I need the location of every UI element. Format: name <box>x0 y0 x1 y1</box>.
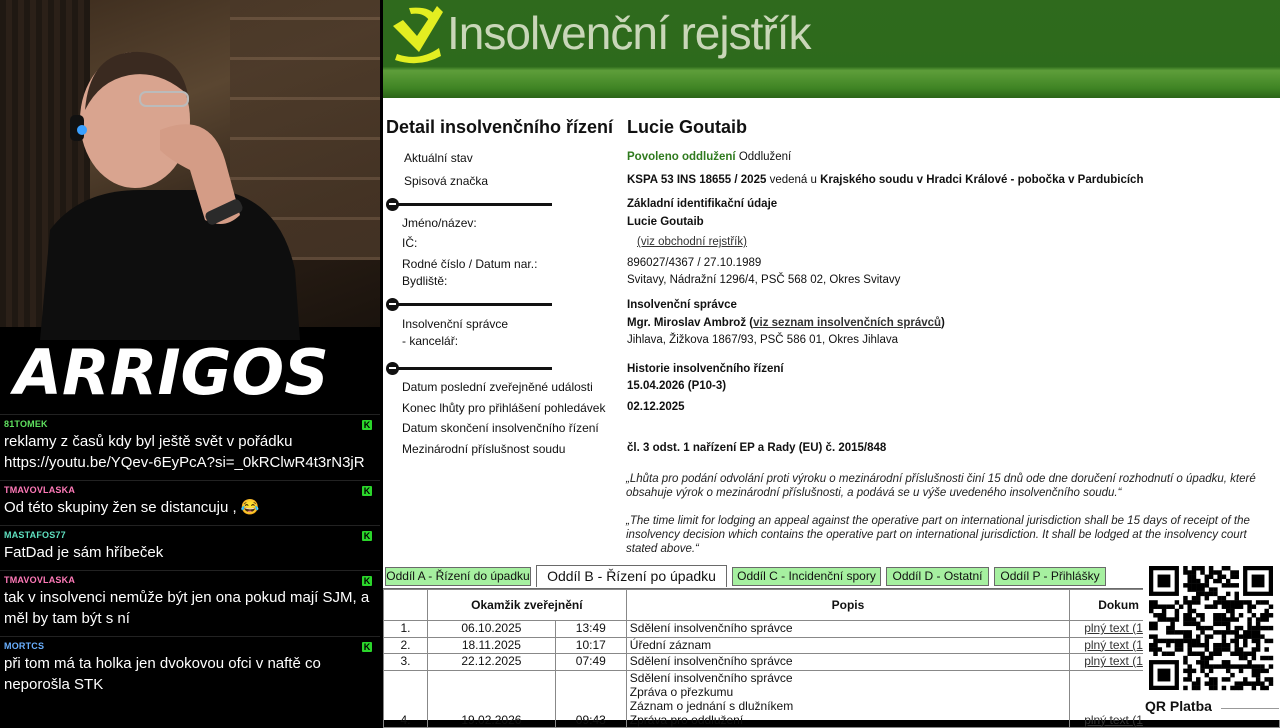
full-text-link[interactable]: plný text (1 <box>1084 654 1143 668</box>
label-office: - kancelář: <box>402 334 459 348</box>
tab-section-p[interactable]: Oddíl P - Přihlášky <box>994 567 1106 586</box>
tab-section-c[interactable]: Oddíl C - Incidenční spory <box>732 567 881 586</box>
qr-code-icon <box>1149 566 1273 690</box>
chat-list <box>0 414 380 702</box>
section-basic-heading: Základní identifikační údaje <box>627 198 778 210</box>
chat-text: reklamy z časů kdy byl ještě svět v pořádku https://youtu.be/YQev-6EyPcA?si=_0kRClwR4t3rN3jR <box>4 433 365 471</box>
banner-title: Insolvenční rejstřík <box>447 7 811 59</box>
header-published: Okamžik zveřejnění <box>427 590 626 621</box>
chat-username[interactable]: TMAVOVLASKA <box>4 575 76 585</box>
administrator-name: Mgr. Miroslav Ambrož <box>627 317 747 329</box>
chat-username[interactable]: MASTAFOS77 <box>4 530 66 540</box>
collapse-icon[interactable] <box>386 198 399 211</box>
label-deadline: Konec lhůty pro přihlášení pohledávek <box>402 401 606 415</box>
business-register-link[interactable]: (viz obchodní rejstřík) <box>637 236 747 248</box>
stream-panel <box>0 0 383 720</box>
section-admin-heading: Insolvenční správce <box>627 299 737 311</box>
state-allowed: Povoleno oddlužení <box>627 151 736 163</box>
section-divider[interactable] <box>388 367 552 370</box>
qr-label-underline <box>1221 708 1279 709</box>
kick-platform-icon: K <box>363 531 371 541</box>
row-time: 13:49 <box>555 621 626 638</box>
row-description <box>626 621 1069 638</box>
section-divider[interactable] <box>388 203 552 206</box>
brand-logo-text: ARRIGOS <box>14 336 329 409</box>
brand-logo <box>14 332 329 409</box>
row-date: 06.10.2025 <box>427 621 555 638</box>
tab-section-a[interactable]: Oddíl A - Řízení do úpadku <box>385 567 531 586</box>
appeal-note-cz: „Lhůta pro podání odvolání proti výroku o mezinárodní příslušnosti činí 15 dnů ode dne doručení rozhodnutí o úpadku, které obsahuje výrok o mezinárodní příslušnosti, a podává se u výše uvedeného insolvenčního soudu.“ <box>626 473 1256 499</box>
row-number: 2. <box>384 637 428 654</box>
full-text-link[interactable]: plný text (1 <box>1084 621 1143 635</box>
row-number: 1. <box>384 621 428 638</box>
appeal-note-en: „The time limit for lodging an appeal against the operative part on international jurisdiction shall be 15 days of receipt of the insolvency decision which contains the operative part on international jurisdiction. It shall be lodged at the insolvency court stated above.“ <box>626 515 1250 555</box>
row-time: 09:43 <box>555 670 626 727</box>
header-document: Dokum <box>1070 590 1280 621</box>
chat-username[interactable]: TMAVOVLASKA <box>4 485 76 495</box>
value-address: Svitavy, Nádražní 1296/4, PSČ 568 02, Okres Svitavy <box>627 274 901 286</box>
kick-platform-icon: K <box>363 486 371 496</box>
chat-username[interactable]: MORTCS <box>4 641 45 651</box>
chat-message <box>0 480 380 522</box>
value-deadline: 02.12.2025 <box>627 401 685 413</box>
label-administrator: Insolvenční správce <box>402 317 509 331</box>
tab-section-d[interactable]: Oddíl D - Ostatní <box>886 567 989 586</box>
row-date: 19.02.2026 <box>427 670 555 727</box>
row-description <box>626 654 1069 671</box>
qr-payment-label: QR Platba <box>1145 698 1212 714</box>
label-last-event: Datum poslední zveřejněné události <box>402 380 593 394</box>
full-text-link[interactable]: plný text (1 <box>1084 637 1143 652</box>
collapse-icon[interactable] <box>386 298 399 311</box>
court-name: Krajského soudu v Hradci Králové - pobočka v Pardubicích <box>820 174 1144 186</box>
label-file: Spisová značka <box>404 174 489 188</box>
chat-message <box>0 570 380 633</box>
chat-message <box>0 636 380 699</box>
kick-platform-icon: K <box>363 642 371 652</box>
section-history-heading: Historie insolvenčního řízení <box>627 363 784 375</box>
description-line: Sdělení insolvenčního správce <box>629 654 793 668</box>
value-birth: 896027/4367 / 27.10.1989 <box>627 257 762 269</box>
tab-section-b[interactable]: Oddíl B - Řízení po úpadku <box>536 565 727 587</box>
description-line: Zpráva pro oddlužení <box>629 712 744 727</box>
value-jurisdiction: čl. 3 odst. 1 nařízení EP a Rady (EU) č. 2015/848 <box>627 442 887 454</box>
site-banner <box>383 0 1280 98</box>
description-line: Úřední záznam <box>629 637 712 652</box>
chat-message <box>0 525 380 567</box>
section-divider[interactable] <box>388 303 552 306</box>
value-office: Jihlava, Žižkova 1867/93, PSČ 586 01, Okres Jihlava <box>627 334 899 346</box>
kick-platform-icon: K <box>363 420 371 430</box>
file-number: KSPA 53 INS 18655 / 2025 <box>627 174 767 186</box>
kick-platform-icon: K <box>363 576 371 586</box>
chat-text: FatDad je sám hříbeček <box>4 544 164 561</box>
chat-username[interactable]: 81TOMEK <box>4 419 48 429</box>
state-type: Oddlužení <box>738 151 792 163</box>
streamer-figure <box>40 40 300 340</box>
label-ic: IČ: <box>402 236 418 250</box>
row-description <box>626 637 1069 654</box>
label-jurisdiction: Mezinárodní příslušnost soudu <box>402 442 566 456</box>
webcam-feed <box>0 0 380 327</box>
administrators-list-link[interactable]: viz seznam insolvenčních správců <box>753 317 942 329</box>
row-time: 10:17 <box>555 637 626 654</box>
value-administrator: Mgr. Miroslav Ambrož (viz seznam insolvenčních správců) <box>627 317 945 329</box>
label-address: Bydliště: <box>402 274 448 288</box>
row-date: 18.11.2025 <box>427 637 555 654</box>
qr-payment-widget <box>1143 560 1280 720</box>
debtor-name-heading: Lucie Goutaib <box>627 117 748 137</box>
description-line: Záznam o jednání s dlužníkem <box>629 698 794 713</box>
collapse-icon[interactable] <box>386 362 399 375</box>
chat-text: Od této skupiny žen se distancuju , 😂 <box>4 499 260 516</box>
description-line: Sdělení insolvenčního správce <box>629 670 793 685</box>
label-end: Datum skončení insolvenčního řízení <box>402 421 599 435</box>
label-state: Aktuální stav <box>404 151 473 165</box>
chat-text: tak v insolvenci nemůže být jen ona pokud mají SJM, a měl by tam být s ní <box>4 589 370 627</box>
register-logo-icon <box>389 4 445 64</box>
label-birth: Rodné číslo / Datum nar.: <box>402 257 538 271</box>
header-number <box>384 590 428 621</box>
value-state <box>627 151 791 163</box>
description-line: Zpráva o přezkumu <box>629 684 734 699</box>
label-name: Jméno/název: <box>402 216 477 230</box>
value-name: Lucie Goutaib <box>627 216 704 228</box>
row-description <box>626 670 1069 727</box>
value-last-event: 15.04.2026 (P10-3) <box>627 380 727 392</box>
file-connector: vedená u <box>769 174 817 186</box>
page-heading: Detail insolvenčního řízení <box>386 117 614 137</box>
row-number: 3. <box>384 654 428 671</box>
chat-text: při tom má ta holka jen dvokovou ofci v naftě co neporošla STK <box>4 655 321 693</box>
full-text-link[interactable]: plný text (1 <box>1084 712 1143 727</box>
chat-message <box>0 414 380 477</box>
row-time: 07:49 <box>555 654 626 671</box>
row-number: 4. <box>384 670 428 727</box>
description-line: Sdělení insolvenčního správce <box>629 621 793 635</box>
header-description: Popis <box>626 590 1069 621</box>
value-file <box>627 174 1143 186</box>
row-date: 22.12.2025 <box>427 654 555 671</box>
